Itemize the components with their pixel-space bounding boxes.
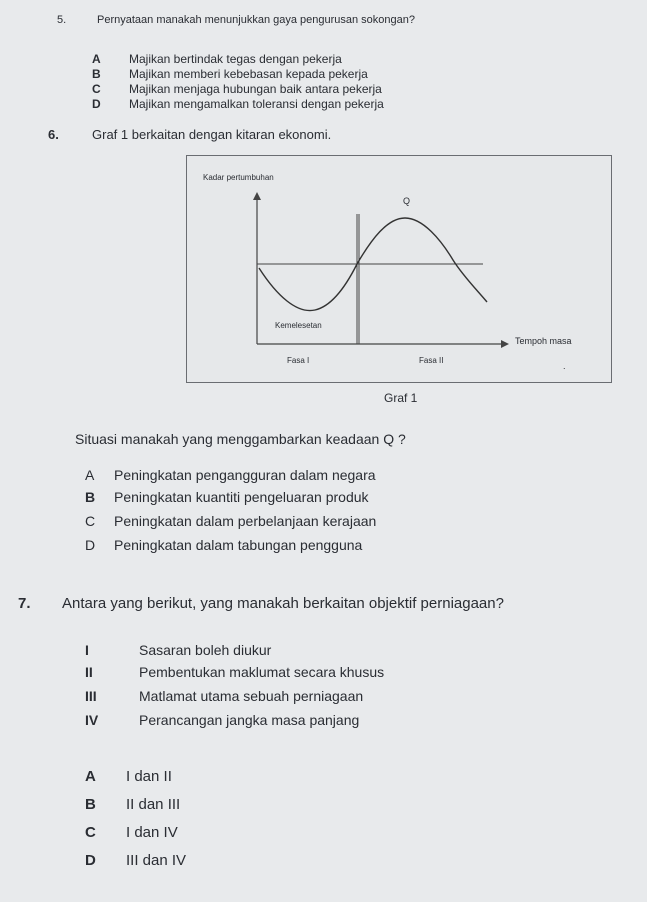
q6-option-letter: A bbox=[85, 467, 95, 483]
q5-option-text: Majikan mengamalkan toleransi dengan pekerja bbox=[129, 97, 384, 111]
q7-option-letter: B bbox=[85, 796, 96, 813]
graph-dot: . bbox=[563, 361, 566, 371]
point-q-label: Q bbox=[403, 196, 411, 206]
q7-statement-numeral: III bbox=[85, 688, 97, 704]
q5-question: Pernyataan manakah menunjukkan gaya pengurusan sokongan? bbox=[97, 14, 416, 26]
q7-option-text: II dan III bbox=[126, 796, 181, 813]
q6-option-text: Peningkatan dalam tabungan pengguna bbox=[114, 537, 363, 553]
q7-option-text: III dan IV bbox=[126, 852, 187, 869]
q6-option-text: Peningkatan kuantiti pengeluaran produk bbox=[114, 489, 369, 505]
q6-option-letter: C bbox=[85, 513, 96, 529]
q6-question: Situasi manakah yang menggambarkan keadaan Q ? bbox=[75, 431, 406, 447]
y-axis-arrow bbox=[253, 192, 261, 200]
q6-intro: Graf 1 berkaitan dengan kitaran ekonomi. bbox=[92, 127, 332, 142]
q5-option-text: Majikan menjaga hubungan baik antara pekerja bbox=[129, 82, 382, 96]
q7-statement-text: Sasaran boleh diukur bbox=[139, 642, 272, 658]
q7-statement-text: Pembentukan maklumat secara khusus bbox=[139, 664, 385, 680]
x-axis-label: Tempoh masa bbox=[515, 336, 572, 346]
q6-number: 6. bbox=[48, 127, 59, 142]
q7-statement-text: Matlamat utama sebuah perniagaan bbox=[139, 688, 364, 704]
q5-option-letter: A bbox=[92, 52, 101, 66]
q7-statement-numeral: IV bbox=[85, 712, 99, 728]
q7-option-letter: C bbox=[85, 824, 96, 841]
graph-caption: Graf 1 bbox=[384, 391, 418, 405]
x-axis-arrow bbox=[501, 340, 509, 348]
q6-option-letter: D bbox=[85, 537, 96, 553]
q7-number: 7. bbox=[18, 595, 31, 612]
q5-option-letter: C bbox=[92, 82, 101, 96]
q6-option-text: Peningkatan pengangguran dalam negara bbox=[114, 467, 376, 483]
q7-option-text: I dan II bbox=[126, 768, 172, 785]
q7-option-text: I dan IV bbox=[126, 824, 178, 841]
q7-statement-numeral: II bbox=[85, 664, 93, 680]
y-axis-label: Kadar pertumbuhan bbox=[203, 173, 274, 182]
q5-option-letter: D bbox=[92, 97, 101, 111]
phase1-label: Fasa I bbox=[287, 356, 310, 365]
q7-statement-numeral: I bbox=[85, 642, 89, 658]
q5-option-text: Majikan memberi kebebasan kepada pekerja bbox=[129, 67, 368, 81]
economic-cycle-graph bbox=[186, 155, 612, 383]
q6-option-text: Peningkatan dalam perbelanjaan kerajaan bbox=[114, 513, 377, 529]
q5-number: 5. bbox=[57, 14, 67, 26]
graph-canvas bbox=[187, 156, 611, 382]
q7-option-letter: A bbox=[85, 768, 96, 785]
q5-option-text: Majikan bertindak tegas dengan pekerja bbox=[129, 52, 342, 66]
q7-option-letter: D bbox=[85, 852, 96, 869]
trough-label: Kemelesetan bbox=[275, 321, 322, 330]
q7-statement-text: Perancangan jangka masa panjang bbox=[139, 712, 360, 728]
phase2-label: Fasa II bbox=[419, 356, 444, 365]
q5-option-letter: B bbox=[92, 67, 101, 81]
q6-option-letter: B bbox=[85, 489, 96, 505]
q7-question: Antara yang berikut, yang manakah berkaitan objektif perniagaan? bbox=[62, 595, 504, 612]
